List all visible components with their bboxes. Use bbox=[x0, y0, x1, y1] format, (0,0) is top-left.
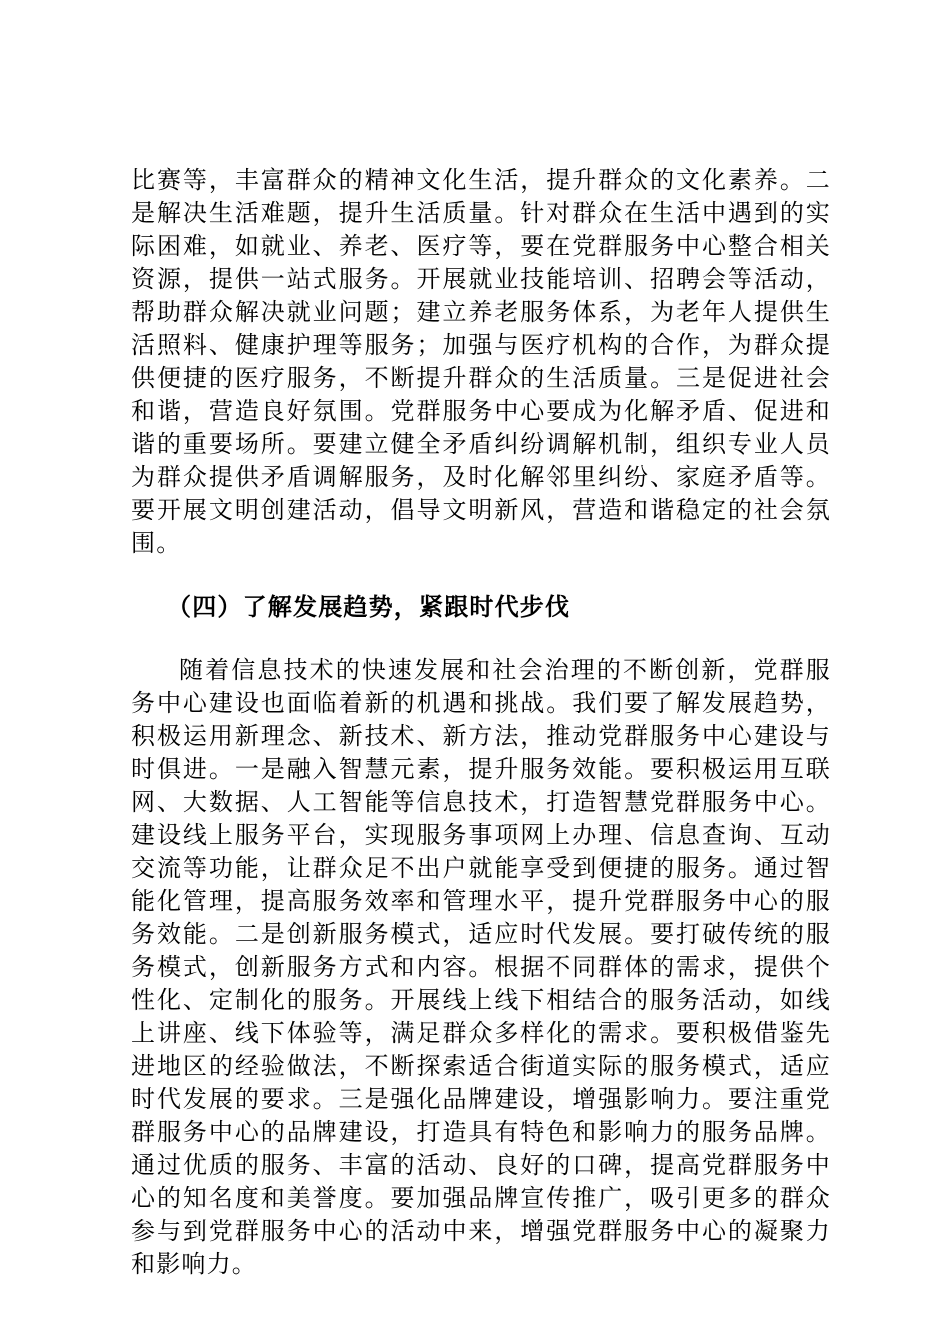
document-page bbox=[131, 164, 831, 1281]
paragraph-main: 随着信息技术的快速发展和社会治理的不断创新，党群服务中心建设也面临着新的机遇和挑战。我们要了解发展趋势，积极运用新理念、新技术、新方法，推动党群服务中心建设与时俱进。一是融入智慧元素，提升服务效能。要积极运用互联网、大数据、人工智能等信息技术，打造智慧党群服务中心。建设线上服务平台，实现服务事项网上办理、信息查询、互动交流等功能，让群众足不出户就能享受到便捷的服务。通过智能化管理，提高服务效率和管理水平，提升党群服务中心的服务效能。二是创新服务模式，适应时代发展。要打破传统的服务模式，创新服务方式和内容。根据不同群体的需求，提供个性化、定制化的服务。开展线上线下相结合的服务活动，如线上讲座、线下体验等，满足群众多样化的需求。要积极借鉴先进地区的经验做法，不断探索适合街道实际的服务模式，适应时代发展的要求。三是强化品牌建设，增强影响力。要注重党群服务中心的品牌建设，打造具有特色和影响力的服务品牌。通过优质的服务、丰富的活动、良好的口碑，提高党群服务中心的知名度和美誉度。要加强品牌宣传推广，吸引更多的群众参与到党群服务中心的活动中来，增强党群服务中心的凝聚力和影响力。 bbox=[131, 656, 831, 1278]
paragraph-continued: 比赛等，丰富群众的精神文化生活，提升群众的文化素养。二是解决生活难题，提升生活质量。针对群众在生活中遇到的实际困难，如就业、养老、医疗等，要在党群服务中心整合相关资源，提供一站式服务。开展就业技能培训、招聘会等活动，帮助群众解决就业问题；建立养老服务体系，为老年人提供生活照料、健康护理等服务；加强与医疗机构的合作，为群众提供便捷的医疗服务，不断提升群众的生活质量。三是促进社会和谐，营造良好氛围。党群服务中心要成为化解矛盾、促进和谐的重要场所。要建立健全矛盾纠纷调解机制，组织专业人员为群众提供矛盾调解服务，及时化解邻里纠纷、家庭矛盾等。要开展文明创建活动，倡导文明新风，营造和谐稳定的社会氛围。 bbox=[131, 166, 831, 557]
section-heading: （四）了解发展趋势，紧跟时代步伐 bbox=[167, 593, 571, 621]
